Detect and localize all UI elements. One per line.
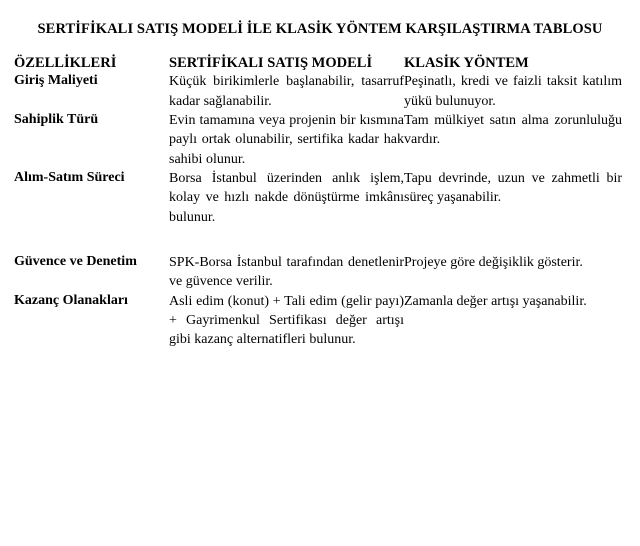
spacer-cell [14, 227, 169, 253]
table-row [14, 111, 626, 169]
table-header-row [14, 54, 626, 73]
row-model-value: Küçük birikimlerle başlanabilir, tasarruf kadar sağlanabilir. [169, 74, 404, 109]
table-spacer-row [14, 227, 626, 253]
column-header-model: SERTİFİKALI SATIŞ MODELİ [169, 54, 373, 71]
row-label: Alım-Satım Süreci [14, 169, 125, 185]
table-row [14, 72, 626, 111]
column-header-features: ÖZELLİKLERİ [14, 54, 117, 71]
row-classic-value: Projeye göre değişiklik gösterir. [404, 254, 583, 270]
row-classic-value: Tapu devrinde, uzun ve zahmetli bir süreç yaşanabilir. [404, 170, 622, 206]
row-model-value: SPK-Borsa İstanbul tarafından denetlenir ve güvence verilir. [169, 254, 404, 290]
row-label: Kazanç Olanakları [14, 292, 128, 308]
row-model-value: Asli edim (konut) + Tali edim (gelir payı) + Gayrimenkul Sertifikası değer artışı gibi kazanç alternatifleri bulunur. [169, 293, 404, 348]
table-row [14, 253, 626, 292]
row-label: Giriş Maliyeti [14, 73, 98, 89]
spacer-cell [404, 227, 626, 253]
row-classic-value: Tam mülkiyet satın alma zorunluluğu vardır. [404, 113, 622, 148]
row-label: Güvence ve Denetim [14, 253, 137, 269]
row-classic-value: Zamanla değer artışı yaşanabilir. [404, 293, 587, 309]
row-label: Sahiplik Türü [14, 112, 99, 128]
row-model-value: Evin tamamına veya projenin bir kısmına paylı ortak olunabilir, sertifika kadar hak sahibi olunur. [169, 113, 404, 167]
table-row [14, 169, 626, 227]
comparison-table [14, 54, 626, 350]
row-model-value: Borsa İstanbul üzerinden anlık işlem, kolay ve hızlı nakde dönüştürme imkânı bulunur. [169, 170, 404, 225]
table-row [14, 292, 626, 350]
spacer-cell [169, 227, 404, 253]
page-title: SERTİFİKALI SATIŞ MODELİ İLE KLASİK YÖNTEM KARŞILAŞTIRMA TABLOSU [37, 21, 603, 37]
column-header-classic: KLASİK YÖNTEM [404, 54, 529, 71]
row-classic-value: Peşinatlı, kredi ve faizli taksit katılım yükü bulunuyor. [404, 74, 622, 109]
